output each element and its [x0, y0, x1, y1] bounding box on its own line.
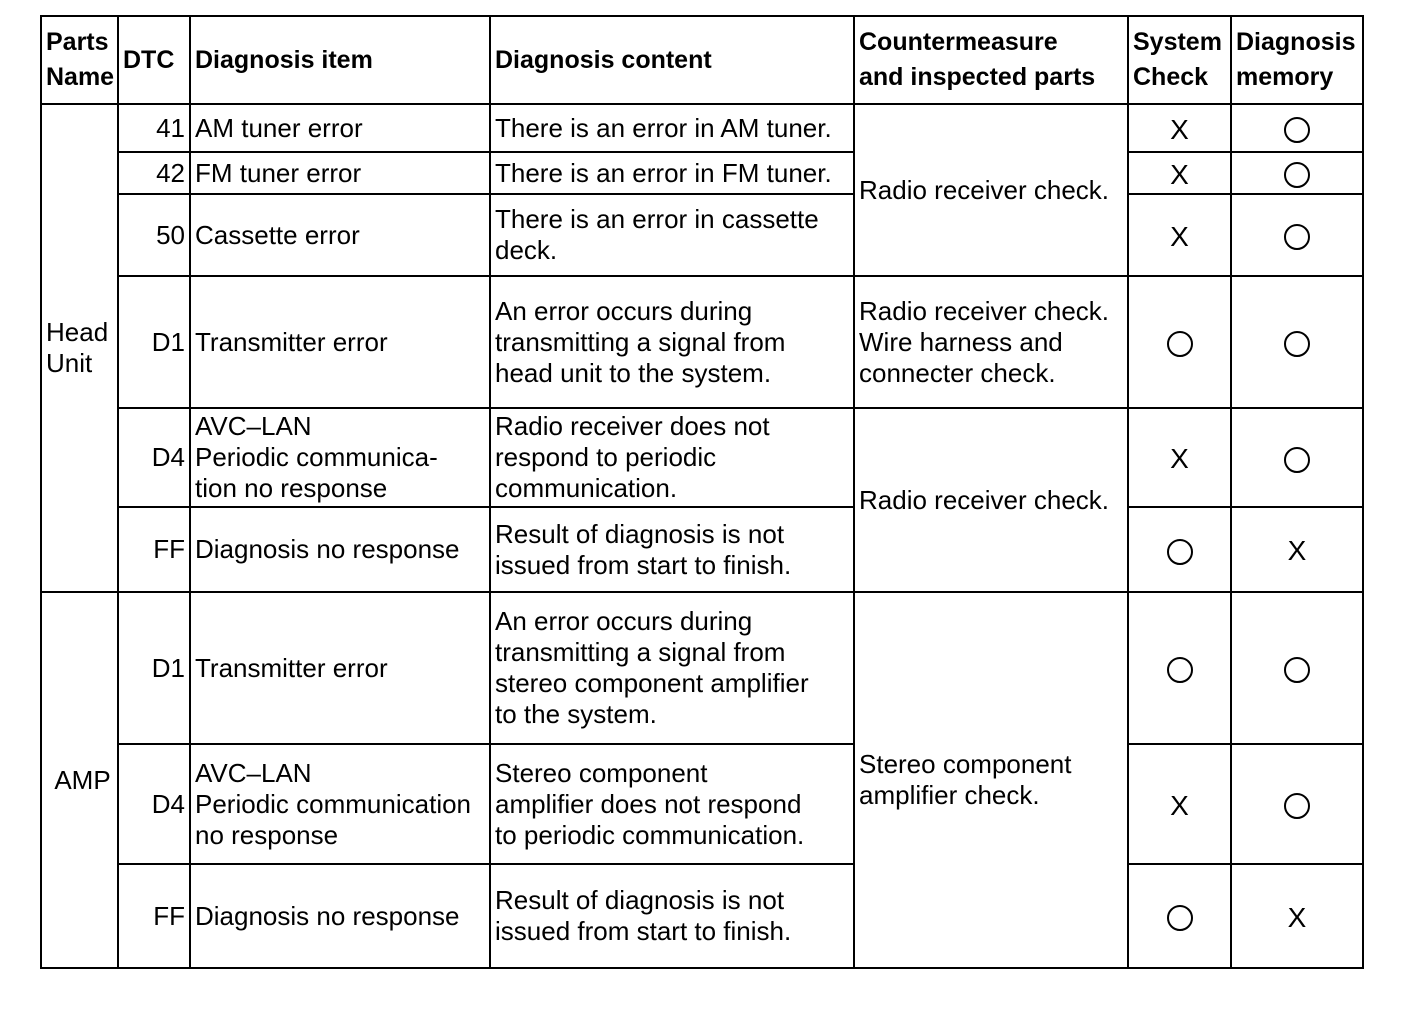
- diagnosis-item: Transmitter error: [190, 276, 490, 408]
- circle-mark: [1284, 657, 1310, 683]
- countermeasure: Radio receiver check.: [854, 408, 1128, 592]
- system-check-cell: [1128, 408, 1231, 507]
- diagnosis-memory-cell: [1231, 194, 1363, 276]
- diagnosis-content: An error occurs during transmitting a signal from head unit to the system.: [490, 276, 854, 408]
- diagnosis-memory-cell: [1231, 408, 1363, 507]
- system-check-cell: [1128, 592, 1231, 744]
- diagnosis-memory-cell: [1231, 276, 1363, 408]
- x-mark: X: [1287, 535, 1307, 567]
- header-dtc: DTC: [118, 16, 190, 104]
- diagnosis-content: Result of diagnosis is not issued from start to finish.: [490, 507, 854, 592]
- circle-mark: [1284, 117, 1310, 143]
- diagnosis-content: Stereo component amplifier does not respond to periodic communication.: [490, 744, 854, 864]
- table-row: [41, 592, 1363, 744]
- table-row: [41, 507, 1363, 592]
- diagnosis-memory-cell: [1231, 592, 1363, 744]
- system-check-cell: [1128, 276, 1231, 408]
- x-mark: X: [1170, 789, 1189, 821]
- x-mark: X: [1170, 113, 1189, 145]
- system-check-cell: [1128, 152, 1231, 194]
- header-parts-name: Parts Name: [41, 16, 118, 104]
- x-mark: X: [1287, 901, 1307, 933]
- diagnosis-item: AM tuner error: [190, 104, 490, 152]
- dtc-code: D1: [118, 276, 190, 408]
- dtc-code: 41: [118, 104, 190, 152]
- diagnosis-item: Diagnosis no response: [190, 507, 490, 592]
- dtc-code: FF: [118, 864, 190, 968]
- system-check-cell: [1128, 104, 1231, 152]
- dtc-code: 42: [118, 152, 190, 194]
- countermeasure: Stereo component amplifier check.: [854, 592, 1128, 968]
- diagnosis-content: Result of diagnosis is not issued from start to finish.: [490, 864, 854, 968]
- diagnosis-memory-cell: [1231, 744, 1363, 864]
- table-row: [41, 152, 1363, 194]
- circle-mark: [1284, 331, 1310, 357]
- diagnosis-content: An error occurs during transmitting a signal from stereo component amplifier to the system.: [490, 592, 854, 744]
- diagnosis-memory-cell: [1231, 152, 1363, 194]
- diagnosis-content: Radio receiver does not respond to periodic communication.: [490, 408, 854, 507]
- header-row: [41, 16, 1363, 104]
- circle-mark: [1284, 447, 1310, 473]
- circle-mark: [1167, 905, 1193, 931]
- circle-mark: [1284, 162, 1310, 188]
- table-row: [41, 194, 1363, 276]
- table-row: [41, 864, 1363, 968]
- diagnosis-item: AVC–LAN Periodic communication no response: [190, 744, 490, 864]
- table-row: [41, 276, 1363, 408]
- diagnosis-content: There is an error in AM tuner.: [490, 104, 854, 152]
- diagnosis-item: Transmitter error: [190, 592, 490, 744]
- dtc-code: FF: [118, 507, 190, 592]
- table-row: [41, 408, 1363, 507]
- circle-mark: [1167, 657, 1193, 683]
- diagnosis-item: Cassette error: [190, 194, 490, 276]
- x-mark: X: [1170, 220, 1189, 252]
- countermeasure: Radio receiver check. Wire harness and connecter check.: [854, 276, 1128, 408]
- header-countermeasure: Countermeasure and inspected parts: [854, 16, 1128, 104]
- diagnosis-item: FM tuner error: [190, 152, 490, 194]
- dtc-code: D1: [118, 592, 190, 744]
- x-mark: X: [1170, 158, 1189, 190]
- diagnosis-memory-cell: [1231, 864, 1363, 968]
- header-system-check: System Check: [1128, 16, 1231, 104]
- dtc-table: [40, 15, 1364, 969]
- system-check-cell: [1128, 194, 1231, 276]
- diagnosis-memory-cell: [1231, 104, 1363, 152]
- system-check-cell: [1128, 507, 1231, 592]
- dtc-code: D4: [118, 408, 190, 507]
- x-mark: X: [1170, 443, 1189, 475]
- table-row: [41, 744, 1363, 864]
- diagnosis-memory-cell: [1231, 507, 1363, 592]
- diagnosis-item: Diagnosis no response: [190, 864, 490, 968]
- circle-mark: [1167, 331, 1193, 357]
- system-check-cell: [1128, 864, 1231, 968]
- header-diagnosis-item: Diagnosis item: [190, 16, 490, 104]
- circle-mark: [1284, 793, 1310, 819]
- circle-mark: [1167, 539, 1193, 565]
- dtc-code: 50: [118, 194, 190, 276]
- countermeasure: Radio receiver check.: [854, 104, 1128, 276]
- parts-name-head-unit: Head Unit: [41, 104, 118, 592]
- header-diagnosis-memory: Diagnosis memory: [1231, 16, 1363, 104]
- diagnosis-item: AVC–LAN Periodic communica- tion no response: [190, 408, 490, 507]
- parts-name-amp: AMP: [41, 592, 118, 968]
- circle-mark: [1284, 224, 1310, 250]
- system-check-cell: [1128, 744, 1231, 864]
- header-diagnosis-content: Diagnosis content: [490, 16, 854, 104]
- table-row: [41, 104, 1363, 152]
- diagnosis-content: There is an error in cassette deck.: [490, 194, 854, 276]
- diagnosis-content: There is an error in FM tuner.: [490, 152, 854, 194]
- dtc-code: D4: [118, 744, 190, 864]
